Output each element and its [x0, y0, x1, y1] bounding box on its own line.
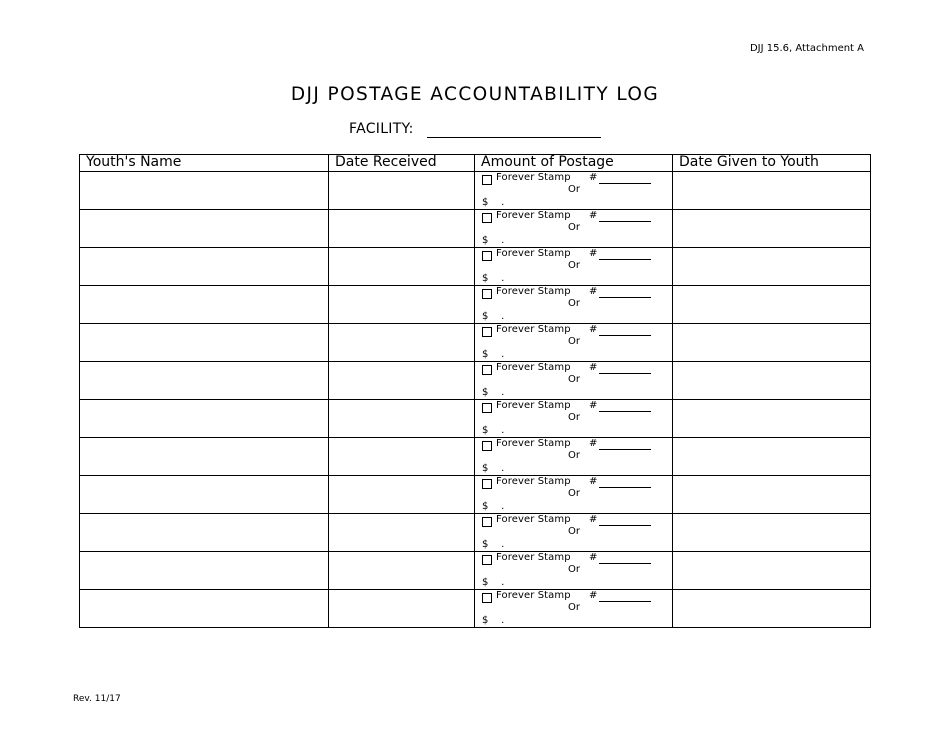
or-label: Or: [568, 298, 580, 309]
forever-stamp-checkbox[interactable]: [482, 441, 492, 451]
or-label: Or: [568, 602, 580, 613]
youth-name-cell[interactable]: [80, 552, 329, 590]
amount-of-postage-cell: [475, 362, 673, 400]
dollar-amount-field[interactable]: $ .: [482, 501, 505, 512]
facility-label: FACILITY:: [349, 121, 414, 137]
amount-of-postage-cell: [475, 210, 673, 248]
amount-of-postage-cell: [475, 248, 673, 286]
date-received-cell[interactable]: [329, 172, 475, 210]
forever-stamp-label: Forever Stamp: [496, 362, 571, 373]
or-label: Or: [568, 412, 580, 423]
amount-of-postage-cell: [475, 514, 673, 552]
stamp-count-field[interactable]: [599, 373, 651, 374]
stamp-count-field[interactable]: [599, 335, 651, 336]
or-label: Or: [568, 222, 580, 233]
forever-stamp-label: Forever Stamp: [496, 476, 571, 487]
or-label: Or: [568, 488, 580, 499]
table-row: [80, 590, 871, 628]
forever-stamp-label: Forever Stamp: [496, 286, 571, 297]
table-row: [80, 438, 871, 476]
page-title: DJJ POSTAGE ACCOUNTABILITY LOG: [290, 84, 660, 105]
forever-stamp-label: Forever Stamp: [496, 438, 571, 449]
forever-stamp-checkbox[interactable]: [482, 289, 492, 299]
stamp-count-field[interactable]: [599, 297, 651, 298]
forever-stamp-label: Forever Stamp: [496, 248, 571, 259]
forever-stamp-label: Forever Stamp: [496, 514, 571, 525]
table-row: [80, 286, 871, 324]
stamp-count-field[interactable]: [599, 525, 651, 526]
dollar-amount-field[interactable]: $ .: [482, 349, 505, 360]
forever-stamp-label: Forever Stamp: [496, 324, 571, 335]
revision-note: Rev. 11/17: [73, 694, 121, 704]
amount-of-postage-cell: [475, 438, 673, 476]
or-label: Or: [568, 450, 580, 461]
stamp-count-label: #: [589, 286, 598, 297]
forever-stamp-label: Forever Stamp: [496, 590, 571, 601]
amount-of-postage-cell: [475, 324, 673, 362]
youth-name-cell[interactable]: [80, 286, 329, 324]
forever-stamp-label: Forever Stamp: [496, 172, 571, 183]
youth-name-cell[interactable]: [80, 210, 329, 248]
date-given-cell[interactable]: [673, 172, 871, 210]
postage-log-table: [79, 154, 871, 628]
table-header-row: [80, 155, 871, 172]
stamp-count-label: #: [589, 438, 598, 449]
date-received-cell[interactable]: [329, 438, 475, 476]
stamp-count-field[interactable]: [599, 601, 651, 602]
dollar-amount-field[interactable]: $ .: [482, 235, 505, 246]
form-reference: DJJ 15.6, Attachment A: [749, 43, 864, 54]
stamp-count-label: #: [589, 172, 598, 183]
forever-stamp-checkbox[interactable]: [482, 555, 492, 565]
table-row: [80, 552, 871, 590]
column-header-date-received: Date Received: [329, 155, 475, 172]
facility-field[interactable]: [427, 137, 601, 138]
column-header-date-given: Date Given to Youth: [673, 155, 871, 172]
stamp-count-field[interactable]: [599, 563, 651, 564]
dollar-amount-field[interactable]: $ .: [482, 273, 505, 284]
youth-name-cell[interactable]: [80, 362, 329, 400]
stamp-count-label: #: [589, 476, 598, 487]
date-received-cell[interactable]: [329, 552, 475, 590]
dollar-amount-field[interactable]: $ .: [482, 425, 505, 436]
stamp-count-label: #: [589, 590, 598, 601]
forever-stamp-checkbox[interactable]: [482, 327, 492, 337]
or-label: Or: [568, 184, 580, 195]
stamp-count-label: #: [589, 514, 598, 525]
date-received-cell[interactable]: [329, 248, 475, 286]
youth-name-cell[interactable]: [80, 590, 329, 628]
table-row: [80, 514, 871, 552]
dollar-amount-field[interactable]: $ .: [482, 197, 505, 208]
or-label: Or: [568, 374, 580, 385]
table-row: [80, 476, 871, 514]
dollar-amount-field[interactable]: $ .: [482, 311, 505, 322]
table-row: [80, 324, 871, 362]
stamp-count-field[interactable]: [599, 259, 651, 260]
stamp-count-field[interactable]: [599, 411, 651, 412]
date-received-cell[interactable]: [329, 362, 475, 400]
date-given-cell[interactable]: [673, 476, 871, 514]
forever-stamp-label: Forever Stamp: [496, 210, 571, 221]
amount-of-postage-cell: [475, 286, 673, 324]
forever-stamp-checkbox[interactable]: [482, 517, 492, 527]
date-received-cell[interactable]: [329, 514, 475, 552]
date-received-cell[interactable]: [329, 400, 475, 438]
or-label: Or: [568, 260, 580, 271]
stamp-count-label: #: [589, 210, 598, 221]
amount-of-postage-cell: [475, 476, 673, 514]
forever-stamp-checkbox[interactable]: [482, 479, 492, 489]
date-given-cell[interactable]: [673, 324, 871, 362]
date-given-cell[interactable]: [673, 514, 871, 552]
dollar-amount-field[interactable]: $ .: [482, 387, 505, 398]
forever-stamp-checkbox[interactable]: [482, 175, 492, 185]
date-received-cell[interactable]: [329, 210, 475, 248]
stamp-count-field[interactable]: [599, 449, 651, 450]
forever-stamp-checkbox[interactable]: [482, 213, 492, 223]
table-row: [80, 248, 871, 286]
amount-of-postage-cell: [475, 552, 673, 590]
date-given-cell[interactable]: [673, 438, 871, 476]
dollar-amount-field[interactable]: $ .: [482, 539, 505, 550]
dollar-amount-field[interactable]: $ .: [482, 615, 505, 626]
stamp-count-label: #: [589, 248, 598, 259]
youth-name-cell[interactable]: [80, 172, 329, 210]
date-received-cell[interactable]: [329, 286, 475, 324]
stamp-count-field[interactable]: [599, 487, 651, 488]
stamp-count-label: #: [589, 324, 598, 335]
amount-of-postage-cell: [475, 400, 673, 438]
date-received-cell[interactable]: [329, 590, 475, 628]
forever-stamp-checkbox[interactable]: [482, 403, 492, 413]
date-given-cell[interactable]: [673, 210, 871, 248]
table-row: [80, 362, 871, 400]
forever-stamp-checkbox[interactable]: [482, 365, 492, 375]
dollar-amount-field[interactable]: $ .: [482, 577, 505, 588]
date-received-cell[interactable]: [329, 476, 475, 514]
amount-of-postage-cell: [475, 172, 673, 210]
or-label: Or: [568, 336, 580, 347]
date-given-cell[interactable]: [673, 362, 871, 400]
stamp-count-label: #: [589, 400, 598, 411]
date-given-cell[interactable]: [673, 552, 871, 590]
date-received-cell[interactable]: [329, 324, 475, 362]
forever-stamp-checkbox[interactable]: [482, 593, 492, 603]
column-header-amount-of-postage: Amount of Postage: [475, 155, 673, 172]
amount-of-postage-cell: [475, 590, 673, 628]
or-label: Or: [568, 526, 580, 537]
youth-name-cell[interactable]: [80, 514, 329, 552]
table-row: [80, 172, 871, 210]
stamp-count-label: #: [589, 362, 598, 373]
date-given-cell[interactable]: [673, 400, 871, 438]
date-given-cell[interactable]: [673, 248, 871, 286]
table-row: [80, 210, 871, 248]
youth-name-cell[interactable]: [80, 438, 329, 476]
stamp-count-field[interactable]: [599, 183, 651, 184]
column-header-youth-name: Youth's Name: [80, 155, 329, 172]
date-given-cell[interactable]: [673, 286, 871, 324]
or-label: Or: [568, 564, 580, 575]
dollar-amount-field[interactable]: $ .: [482, 463, 505, 474]
forever-stamp-checkbox[interactable]: [482, 251, 492, 261]
forever-stamp-label: Forever Stamp: [496, 552, 571, 563]
youth-name-cell[interactable]: [80, 400, 329, 438]
date-given-cell[interactable]: [673, 590, 871, 628]
forever-stamp-label: Forever Stamp: [496, 400, 571, 411]
youth-name-cell[interactable]: [80, 476, 329, 514]
table-row: [80, 400, 871, 438]
youth-name-cell[interactable]: [80, 248, 329, 286]
stamp-count-label: #: [589, 552, 598, 563]
stamp-count-field[interactable]: [599, 221, 651, 222]
youth-name-cell[interactable]: [80, 324, 329, 362]
